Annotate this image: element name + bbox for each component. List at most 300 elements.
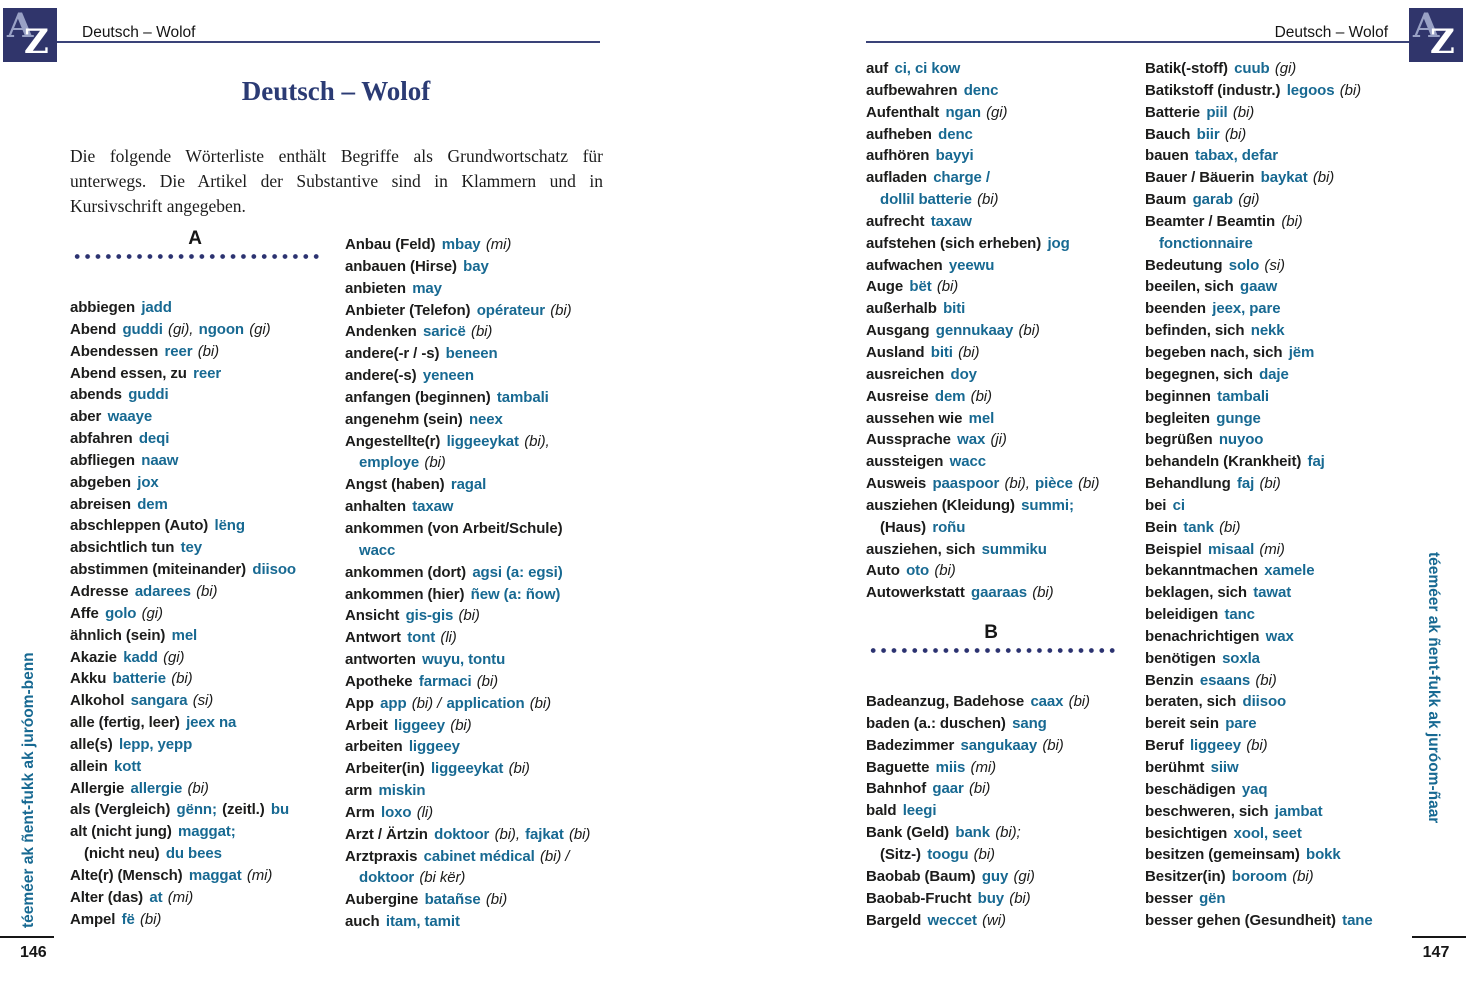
german-term: beschädigen [1145, 780, 1236, 798]
dictionary-entry [345, 649, 631, 671]
dictionary-entry [345, 278, 631, 300]
grammar-annotation: (si) [1264, 256, 1285, 274]
wolof-translation: fë [121, 910, 135, 928]
wolof-translation: dem [137, 495, 168, 513]
wolof-translation: mbay [441, 236, 481, 253]
wolof-translation: liggeeykat [430, 760, 504, 778]
grammar-annotation: (bi) [1224, 125, 1247, 143]
german-term: Alter (das) [70, 888, 144, 906]
page-number-right: 147 [1422, 944, 1450, 961]
german-term: Badeanzug, Badehose [866, 693, 1025, 711]
logo-letter-a: A [1413, 6, 1440, 46]
dictionary-entry [1145, 408, 1427, 430]
wolof-translation: neex [468, 410, 503, 428]
wolof-translation: bët [909, 278, 932, 296]
dictionary-entry [866, 342, 1142, 364]
grammar-annotation: (si) [192, 692, 214, 710]
german-term: Arbeiter(in) [345, 760, 425, 778]
dictionary-entry [1145, 844, 1427, 866]
wolof-translation: dollil batterie [880, 191, 972, 209]
dictionary-entry [345, 474, 631, 496]
wolof-translation: biir [1196, 125, 1220, 143]
dictionary-entry [70, 625, 342, 647]
german-term: Aubergine [345, 891, 419, 909]
dictionary-entry [345, 802, 631, 824]
dictionary-entry [70, 472, 342, 494]
grammar-annotation: (li) [416, 803, 433, 821]
running-header-left: Deutsch – Wolof [82, 24, 196, 41]
grammar-annotation: (mi) [970, 758, 996, 776]
german-term: Bauch [1145, 125, 1191, 143]
german-term: abgeben [70, 473, 131, 491]
grammar-annotation: (bi) [1292, 868, 1314, 886]
wolof-translation: tont [407, 629, 436, 647]
wolof-translation: pare [1225, 715, 1257, 733]
dictionary-entry [866, 364, 1142, 386]
wolof-translation: biti [943, 300, 966, 318]
german-term: besitzen (gemeinsam) [1145, 846, 1300, 864]
wolof-translation: tanc [1224, 606, 1255, 624]
wolof-translation: liggeey [408, 738, 460, 756]
wolof-translation: fonctionnaire [1159, 234, 1253, 252]
dictionary-entry [345, 627, 631, 649]
german-term: abfliegen [70, 451, 135, 469]
german-term: App [345, 694, 374, 712]
german-term: ähnlich (sein) [70, 626, 166, 644]
dictionary-entry [70, 690, 342, 712]
grammar-annotation: (bi) [936, 278, 959, 296]
dictionary-entry [1145, 713, 1427, 735]
dictionary-entry [1145, 779, 1427, 801]
german-term: Auge [866, 278, 904, 296]
wolof-translation: jadd [141, 299, 172, 316]
wolof-translation: xamele [1264, 562, 1315, 580]
wolof-translation: weccet [927, 911, 977, 929]
wolof-translation: baykat [1260, 169, 1308, 187]
dictionary-entry [1145, 298, 1427, 320]
dictionary-entry [1145, 102, 1427, 124]
wolof-translation: maggat [188, 866, 242, 884]
wolof-translation: gis-gis [405, 607, 454, 625]
section-letter-heading: B [984, 622, 998, 644]
wolof-translation: batterie [112, 670, 166, 688]
wolof-translation: faj [1236, 475, 1255, 493]
dictionary-entry [1145, 429, 1427, 451]
wolof-translation: jeex, pare [1212, 300, 1281, 318]
wolof-translation: xool, seet [1233, 824, 1302, 842]
dictionary-entry [1145, 801, 1427, 823]
wolof-translation: taxaw [930, 212, 972, 230]
grammar-annotation: (wi) [982, 911, 1006, 929]
dictionary-entry [866, 80, 1142, 102]
wolof-translation: kadd [123, 648, 158, 666]
grammar-annotation: (bi) [187, 779, 209, 797]
wolof-translation: waaye [107, 408, 153, 426]
dictionary-entry [866, 189, 1142, 211]
german-term: aufrecht [866, 212, 925, 230]
wolof-translation: mel [968, 409, 995, 427]
dictionary-entry [345, 365, 631, 387]
dictionary-entry [866, 167, 1142, 189]
dictionary-entry [70, 319, 342, 341]
dictionary-entry [1145, 145, 1427, 167]
grammar-annotation: (mi) [167, 888, 194, 906]
wolof-translation: miskin [378, 782, 426, 800]
grammar-annotation: (bi) [1068, 693, 1090, 711]
dictionary-entry [866, 888, 1142, 910]
grammar-annotation: (bi) [1281, 212, 1303, 230]
wolof-translation: jeex na [186, 714, 237, 732]
german-term: angenehm (sein) [345, 410, 463, 428]
wolof-translation: wax [1265, 627, 1294, 645]
wolof-translation: lëng [214, 517, 245, 535]
grammar-annotation: (bi) [1339, 81, 1361, 99]
wolof-translation: leegi [902, 802, 937, 820]
german-term: besser [1145, 890, 1193, 908]
german-term: Allergie [70, 779, 125, 797]
dictionary-entry [70, 537, 342, 559]
grammar-annotation: (bi) [1255, 671, 1277, 689]
german-term: benachrichtigen [1145, 627, 1260, 645]
wolof-translation: app [380, 694, 407, 712]
logo-letter-z: Z [1430, 22, 1455, 62]
grammar-annotation: (bi) [977, 191, 999, 209]
german-term: Andenken [345, 323, 417, 341]
wolof-translation: yeewu [948, 256, 995, 274]
german-term: Ausreise [866, 387, 929, 405]
wolof-translation: jox [137, 473, 159, 491]
wolof-translation: soxla [1222, 649, 1260, 667]
dictionary-entry [866, 800, 1142, 822]
german-term: aussteigen [866, 453, 944, 471]
german-term: Aussprache [866, 431, 951, 449]
wolof-translation: may [412, 279, 442, 297]
german-term: auch [345, 913, 380, 931]
wolof-translation: denc [963, 81, 999, 99]
german-term: Baum [1145, 191, 1187, 209]
german-term: Bank (Geld) [866, 824, 950, 842]
wolof-translation: diisoo [1242, 693, 1287, 711]
wolof-translation: reer [193, 364, 222, 382]
dictionary-entry [1145, 691, 1427, 713]
german-term: abends [70, 386, 122, 404]
dictionary-entry [866, 58, 1142, 80]
wolof-translation: ci, ci kow [894, 60, 961, 77]
german-term: besser gehen (Gesundheit) [1145, 911, 1336, 929]
grammar-annotation: (gi) [163, 648, 185, 666]
grammar-annotation: (bi) [458, 607, 480, 625]
german-term: Arm [345, 803, 375, 821]
wolof-translation: summiku [981, 540, 1047, 558]
german-term: alt (nicht jung) [70, 823, 172, 841]
german-term: Anbau (Feld) [345, 236, 436, 253]
dictionary-entry [70, 450, 342, 472]
german-term: alle (fertig, leer) [70, 714, 180, 732]
german-term: Arbeit [345, 716, 388, 734]
dictionary-entry [1145, 276, 1427, 298]
wolof-translation: yeneen [422, 367, 474, 385]
dictionary-entry [345, 693, 631, 715]
german-term: Beamter / Beamtin [1145, 212, 1276, 230]
dictionary-entry [866, 735, 1142, 757]
german-term: (Sitz-) [880, 846, 921, 863]
dictionary-entry [1145, 255, 1427, 277]
german-term: Abend essen, zu [70, 364, 187, 382]
dictionary-entry [866, 255, 1142, 277]
dictionary-entry [866, 276, 1142, 298]
wolof-translation: doy [950, 365, 977, 383]
dictionary-entry [345, 846, 631, 868]
wolof-translation: tambali [496, 388, 549, 406]
grammar-annotation: (bi) [973, 846, 995, 863]
dictionary-entry [70, 428, 342, 450]
dictionary-entry [866, 582, 1142, 604]
wolof-translation: toogu [927, 846, 969, 863]
german-term: Ansicht [345, 607, 400, 625]
german-term: andere(-r / -s) [345, 345, 440, 363]
dictionary-entry [866, 429, 1142, 451]
dictionary-entry [1145, 648, 1427, 670]
german-term: Baobab (Baum) [866, 867, 976, 885]
wolof-translation: miis [935, 758, 966, 776]
dictionary-entry [866, 691, 1142, 713]
german-term: behandeln (Krankheit) [1145, 453, 1302, 471]
german-term: Affe [70, 604, 99, 622]
wolof-translation: loxo [381, 803, 412, 821]
wolof-translation: summi; [1021, 496, 1074, 514]
wolof-translation: liggeey [394, 716, 446, 734]
german-term: beraten, sich [1145, 693, 1237, 711]
dictionary-entry [345, 562, 631, 584]
german-term: Auto [866, 562, 900, 580]
wolof-translation: tawat [1253, 584, 1292, 602]
wolof-translation: lepp, yepp [118, 735, 193, 753]
dictionary-entry [866, 298, 1142, 320]
wolof-translation: employe [359, 454, 420, 472]
dictionary-entry [70, 843, 342, 865]
grammar-annotation: (bi) [958, 343, 980, 361]
wolof-translation: ragal [450, 476, 487, 494]
german-term: benötigen [1145, 649, 1216, 667]
grammar-annotation: (bi) [197, 342, 219, 360]
wolof-translation: charge / [933, 169, 990, 187]
german-term: Alkohol [70, 692, 125, 710]
wolof-translation: guy [981, 867, 1009, 885]
dictionary-entry [70, 384, 342, 406]
german-term: Besitzer(in) [1145, 868, 1226, 886]
grammar-annotation: (bi) [550, 301, 572, 319]
german-term: Batik(-stoff) [1145, 60, 1228, 77]
dictionary-entry [866, 713, 1142, 735]
dictionary-entry [70, 799, 342, 821]
wolof-translation: beneen [445, 345, 498, 363]
grammar-annotation: (bi) / [411, 694, 442, 712]
dictionary-entry [1145, 320, 1427, 342]
grammar-annotation: (bi) [1009, 889, 1031, 907]
wolof-translation: legoos [1286, 81, 1335, 99]
wolof-translation: bayyi [935, 147, 974, 165]
german-term: als (Vergleich) [70, 801, 171, 819]
grammar-annotation: (bi) [1032, 584, 1054, 602]
dictionary-entry [345, 387, 631, 409]
wolof-translation: bank [955, 824, 990, 842]
german-term: Angst (haben) [345, 476, 445, 494]
grammar-annotation: (mi) [485, 236, 512, 253]
german-term: begeben nach, sich [1145, 343, 1283, 361]
german-term: berühmt [1145, 759, 1205, 776]
wolof-translation: at [149, 888, 163, 906]
german-term: allein [70, 757, 108, 775]
dictionary-entry [1145, 823, 1427, 845]
dictionary-entry [1145, 386, 1427, 408]
german-term: abreisen [70, 495, 131, 513]
dictionary-entry [70, 887, 342, 909]
dictionary-entry [70, 909, 342, 931]
grammar-annotation: (bi) [1078, 475, 1100, 493]
wolof-translation: agsi (a: egsi) [472, 563, 563, 581]
dictionary-entry [866, 124, 1142, 146]
wolof-translation: solo [1228, 256, 1260, 274]
wolof-translation: caax [1030, 693, 1064, 711]
grammar-annotation: (bi) [934, 562, 956, 580]
german-term: anbauen (Hirse) [345, 257, 457, 275]
wolof-translation: buy [977, 889, 1005, 907]
dictionary-entry [1145, 888, 1427, 910]
grammar-annotation: (bi) [968, 780, 991, 798]
dictionary-entry [70, 865, 342, 887]
wolof-translation: deqi [138, 430, 170, 448]
page-title: Deutsch – Wolof [241, 76, 431, 106]
wolof-translation: jëm [1288, 343, 1315, 361]
grammar-annotation: (gi) [1274, 60, 1297, 77]
dictionary-entry [1145, 539, 1427, 561]
german-term: Aufenthalt [866, 103, 940, 121]
dictionary-entry [1145, 517, 1427, 539]
german-term: absichtlich tun [70, 539, 175, 557]
grammar-annotation: (bi) [1259, 475, 1281, 493]
dictionary-entry [1145, 80, 1427, 102]
german-term: auf [866, 60, 889, 77]
dictionary-entry [345, 867, 631, 889]
wolof-translation: batañse [424, 891, 481, 909]
dictionary-entry [70, 734, 342, 756]
page-number-left: 146 [20, 944, 47, 961]
grammar-annotation: (bi) [1042, 736, 1064, 754]
german-term: anbieten [345, 279, 406, 297]
dictionary-entry [866, 408, 1142, 430]
german-term: begleiten [1145, 409, 1210, 427]
dictionary-entry [866, 451, 1142, 473]
german-term: aber [70, 408, 102, 426]
german-term: abschleppen (Auto) [70, 517, 209, 535]
dictionary-entry [345, 452, 631, 474]
german-term: Adresse [70, 582, 129, 600]
grammar-annotation: (bi) [508, 760, 530, 778]
wolof-translation: taxaw [412, 498, 454, 516]
german-term: Abendessen [70, 342, 159, 360]
dictionary-entry [345, 300, 631, 322]
wolof-translation: doktoor [359, 869, 415, 887]
german-term: aufhören [866, 147, 930, 165]
grammar-annotation: (bi) [424, 454, 446, 472]
dictionary-entry [866, 517, 1142, 539]
dictionary-entry [866, 910, 1142, 932]
german-term: baden (a.: duschen) [866, 714, 1006, 732]
german-term: Abend [70, 320, 117, 338]
dictionary-entry [866, 320, 1142, 342]
german-term: begegnen, sich [1145, 365, 1253, 383]
german-term: bald [866, 802, 897, 820]
dictionary-entry [1145, 604, 1427, 626]
grammar-annotation: (bi) [1312, 169, 1335, 187]
german-term: Bedeutung [1145, 256, 1223, 274]
german-term: besichtigen [1145, 824, 1228, 842]
dictionary-entry [1145, 342, 1427, 364]
german-term: Autowerkstatt [866, 584, 965, 602]
wolof-translation: saricë [423, 323, 466, 341]
wolof-translation: bay [463, 257, 489, 275]
german-term: abfahren [70, 430, 133, 448]
wolof-translation: opérateur [476, 301, 546, 319]
dictionary-column-1 [70, 226, 342, 930]
grammar-annotation: (bi) [471, 323, 493, 341]
dictionary-entry [866, 822, 1142, 844]
sidebar-wolof-pagenumber-left: téeméer ak ñent-fukk ak juróom-benn [20, 652, 37, 928]
wolof-translation: diisoo [252, 561, 296, 579]
german-term: (Haus) [880, 518, 927, 536]
german-term: Batterie [1145, 103, 1201, 121]
dictionary-entry [345, 758, 631, 780]
german-term: außerhalb [866, 300, 937, 318]
wolof-translation: golo [105, 604, 137, 622]
german-term: beleidigen [1145, 606, 1219, 624]
wolof-translation: esaans [1199, 671, 1251, 689]
wolof-translation: gën [1199, 890, 1226, 908]
wolof-translation: guddi [122, 320, 163, 338]
german-term: Ausweis [866, 475, 927, 493]
german-term: aufladen [866, 169, 927, 187]
dictionary-entry [70, 515, 342, 537]
german-term: beginnen [1145, 387, 1211, 405]
dictionary-entry [345, 256, 631, 278]
dictionary-entry [70, 778, 342, 800]
german-term: abbiegen [70, 299, 136, 316]
wolof-translation: maggat; [178, 823, 236, 841]
german-term: bekanntmachen [1145, 562, 1258, 580]
dictionary-entry [70, 297, 342, 319]
wolof-translation: paaspoor [932, 475, 1000, 493]
german-term: (nicht neu) [84, 845, 160, 863]
german-term: befinden, sich [1145, 322, 1245, 340]
dictionary-entry [866, 844, 1142, 866]
dictionary-entry [70, 821, 342, 843]
german-term: beklagen, sich [1145, 584, 1247, 602]
german-term: ausziehen, sich [866, 540, 976, 558]
dictionary-entry [70, 647, 342, 669]
dictionary-entry [1145, 473, 1427, 495]
dictionary-entry [345, 889, 631, 911]
dictionary-entry [1145, 735, 1427, 757]
dictionary-entry [70, 559, 342, 581]
german-term: anfangen (beginnen) [345, 388, 491, 406]
german-term: Bargeld [866, 911, 922, 929]
dictionary-entry [866, 102, 1142, 124]
grammar-annotation: (bi) [476, 672, 499, 690]
wolof-translation: application [446, 694, 525, 712]
grammar-annotation: (bi) [485, 891, 508, 909]
german-term: Bein [1145, 518, 1178, 536]
dictionary-entry [1145, 910, 1427, 932]
